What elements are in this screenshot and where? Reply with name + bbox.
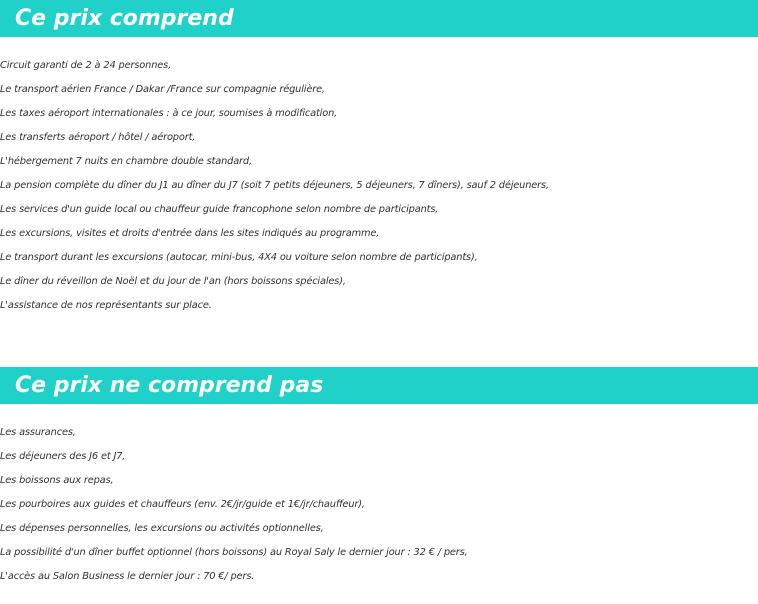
list-item: L'accès au Salon Business le dernier jour : 70 €/ pers. xyxy=(0,571,255,582)
excluded-list xyxy=(0,421,758,589)
included-banner xyxy=(0,0,758,37)
list-item: Les assurances, xyxy=(0,427,76,438)
list-item: Les taxes aéroport internationales : à ce jour, soumises à modification, xyxy=(0,108,338,119)
excluded-title: Ce prix ne comprend pas xyxy=(15,373,324,398)
list-item: Le transport aérien France / Dakar /France sur compagnie régulière, xyxy=(0,84,325,95)
list-item: Le transport durant les excursions (autocar, mini-bus, 4X4 ou voiture selon nombre de participants), xyxy=(0,252,478,263)
list-item: Les boissons aux repas, xyxy=(0,475,114,486)
list-item: Les dépenses personnelles, les excursions ou activités optionnelles, xyxy=(0,523,324,534)
list-item: Circuit garanti de 2 à 24 personnes, xyxy=(0,60,172,71)
list-item: Le dîner du réveillon de Noël et du jour de l'an (hors boissons spéciales), xyxy=(0,276,346,287)
list-item: Les pourboires aux guides et chauffeurs (env. 2€/jr/guide et 1€/jr/chauffeur), xyxy=(0,499,365,510)
list-item: La pension complète du dîner du J1 au dîner du J7 (soit 7 petits déjeuners, 5 déjeuners, 7 dîners), sauf 2 déjeuners, xyxy=(0,180,549,191)
list-item: L'assistance de nos représentants sur place. xyxy=(0,300,212,311)
list-item: Les transferts aéroport / hôtel / aéroport, xyxy=(0,132,196,143)
included-list xyxy=(0,54,758,318)
list-item: Les services d'un guide local ou chauffeur guide francophone selon nombre de participants, xyxy=(0,204,439,215)
list-item: La possibilité d'un dîner buffet optionnel (hors boissons) au Royal Saly le dernier jour : 32 € / pers, xyxy=(0,547,468,558)
included-title: Ce prix comprend xyxy=(15,6,234,31)
excluded-banner xyxy=(0,367,758,404)
list-item: L'hébergement 7 nuits en chambre double standard, xyxy=(0,156,252,167)
list-item: Les déjeuners des J6 et J7, xyxy=(0,451,126,462)
excluded-section xyxy=(0,367,758,589)
list-item: Les excursions, visites et droits d'entrée dans les sites indiqués au programme, xyxy=(0,228,380,239)
